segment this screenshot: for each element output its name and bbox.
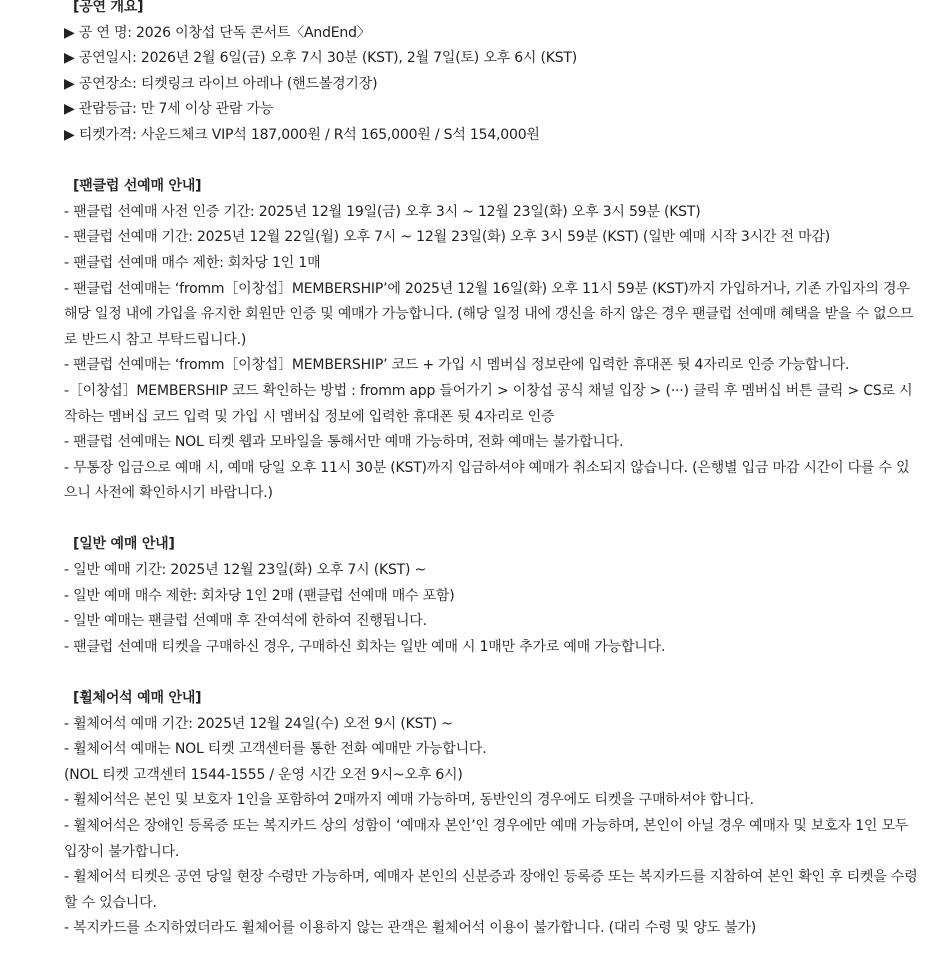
wheelchair-line: (NOL 티켓 고객센터 1544-1555 / 운영 시간 오전 9시~오후 6시): [64, 766, 463, 783]
section-spacer: [64, 660, 945, 686]
fanclub-line: -［이창섭］MEMBERSHIP 코드 확인하는 방법 : fromm app 들어가기 > 이창섭 공식 채널 입장 > (···) 클릭 후 멤버십 버튼 클릭 > CS로 시작하는 멤버십 코드 입력 및 가입 시 멤버십 정보에 입력한 휴대폰 뒷 4자리로 인증: [64, 382, 913, 425]
general-section: [64, 532, 945, 660]
wheelchair-line: - 휠체어석은 본인 및 보호자 1인을 포함하여 2매까지 예매 가능하며, 동반인의 경우에도 티켓을 구매하셔야 합니다.: [64, 792, 754, 809]
wheelchair-line: - 복지카드를 소지하였더라도 휠체어를 이용하지 않는 관객은 휠체어석 이용이 불가합니다. (대리 수령 및 양도 불가): [64, 920, 757, 937]
fanclub-line: - 팬클럽 선예매는 NOL 티켓 웹과 모바일을 통해서만 예매 가능하며, 전화 예매는 불가합니다.: [64, 434, 624, 451]
fanclub-line: - 팬클럽 선예매는 ‘fromm［이창섭］MEMBERSHIP’에 2025년 12월 16일(화) 오후 11시 59분 (KST)까지 가입하거나, 기존 가입자의 경우 해당 일정 내에 가입을 유지한 회원만 인증 및 예매가 가능합니다. (해당 일정 내에 갱신을 하지 않은 경우 팬클럽 선예매 혜택을 받을 수 없으므로 반드시 참고 부탁드립니다.): [64, 280, 914, 348]
general-line: - 일반 예매 매수 제한: 회차당 1인 2매 (팬클럽 선예매 매수 포함): [64, 587, 455, 604]
section-spacer: [64, 507, 945, 533]
fanclub-line: - 팬클럽 선예매 매수 제한: 회차당 1인 1매: [64, 254, 321, 271]
wheelchair-line: - 휠체어석 예매는 NOL 티켓 고객센터를 통한 전화 예매만 가능합니다.: [64, 741, 487, 758]
overview-line: ▶ 관람등급: 만 7세 이상 관람 가능: [64, 101, 274, 118]
wheelchair-heading: [휠체어석 예매 안내]: [73, 690, 202, 707]
overview-line: ▶ 공연일시: 2026년 2월 6일(금) 오후 7시 30분 (KST), 2월 7일(토) 오후 6시 (KST): [64, 50, 578, 67]
fanclub-line: - 팬클럽 선예매는 ‘fromm［이창섭］MEMBERSHIP’ 코드 + 가입 시 멤버십 정보란에 입력한 휴대폰 뒷 4자리로 인증 가능합니다.: [64, 357, 850, 374]
general-heading: [일반 예매 안내]: [73, 536, 175, 553]
fanclub-line: - 무통장 입금으로 예매 시, 예매 당일 오후 11시 30분 (KST)까지 입금하셔야 예매가 취소되지 않습니다. (은행별 입금 마감 시간이 다를 수 있으니 사전에 확인하시기 바랍니다.): [64, 459, 910, 502]
wheelchair-line: - 휠체어석 티켓은 공연 당일 현장 수령만 가능하며, 예매자 본인의 신분증과 장애인 등록증 또는 복지카드를 지참하여 본인 확인 후 티켓을 수령할 수 있습니다.: [64, 869, 918, 911]
fanclub-line: - 팬클럽 선예매 사전 인증 기간: 2025년 12월 19일(금) 오후 3시 ~ 12월 23일(화) 오후 3시 59분 (KST): [64, 203, 701, 220]
overview-line: ▶ 티켓가격: 사운드체크 VIP석 187,000원 / R석 165,000원 / S석 154,000원: [64, 126, 540, 143]
fanclub-line: - 팬클럽 선예매 기간: 2025년 12월 22일(월) 오후 7시 ~ 12월 23일(화) 오후 3시 59분 (KST) (일반 예매 시작 3시간 전 마감): [64, 229, 830, 246]
wheelchair-line: - 휠체어석은 장애인 등록증 또는 복지카드 상의 성함이 ‘예매자 본인’인 경우에만 예매 가능하며, 본인이 아닐 경우 예매자 및 보호자 1인 모두 입장이 불가합니다.: [64, 818, 909, 860]
general-line: - 일반 예매는 팬클럽 선예매 후 잔여석에 한하여 진행됩니다.: [64, 613, 427, 630]
section-spacer: [64, 149, 945, 175]
wheelchair-line: - 휠체어석 예매 기간: 2025년 12월 24일(수) 오전 9시 (KST) ~: [64, 715, 453, 732]
overview-heading: [공연 개요]: [73, 0, 144, 15]
general-line: - 팬클럽 선예매 티켓을 구매하신 경우, 구매하신 회차는 일반 예매 시 1매만 추가로 예매 가능합니다.: [64, 638, 666, 655]
overview-line: ▶ 공연장소: 티켓링크 라이브 아레나 (핸드볼경기장): [64, 75, 378, 92]
fanclub-heading: [팬클럽 선예매 안내]: [73, 178, 202, 195]
overview-section: [64, 0, 945, 149]
wheelchair-section: [64, 686, 945, 942]
overview-line: ▶ 공 연 명: 2026 이창섭 단독 콘서트〈AndEnd〉: [64, 24, 371, 41]
fanclub-section: [64, 174, 945, 507]
general-line: - 일반 예매 기간: 2025년 12월 23일(화) 오후 7시 (KST) ~: [64, 562, 427, 579]
